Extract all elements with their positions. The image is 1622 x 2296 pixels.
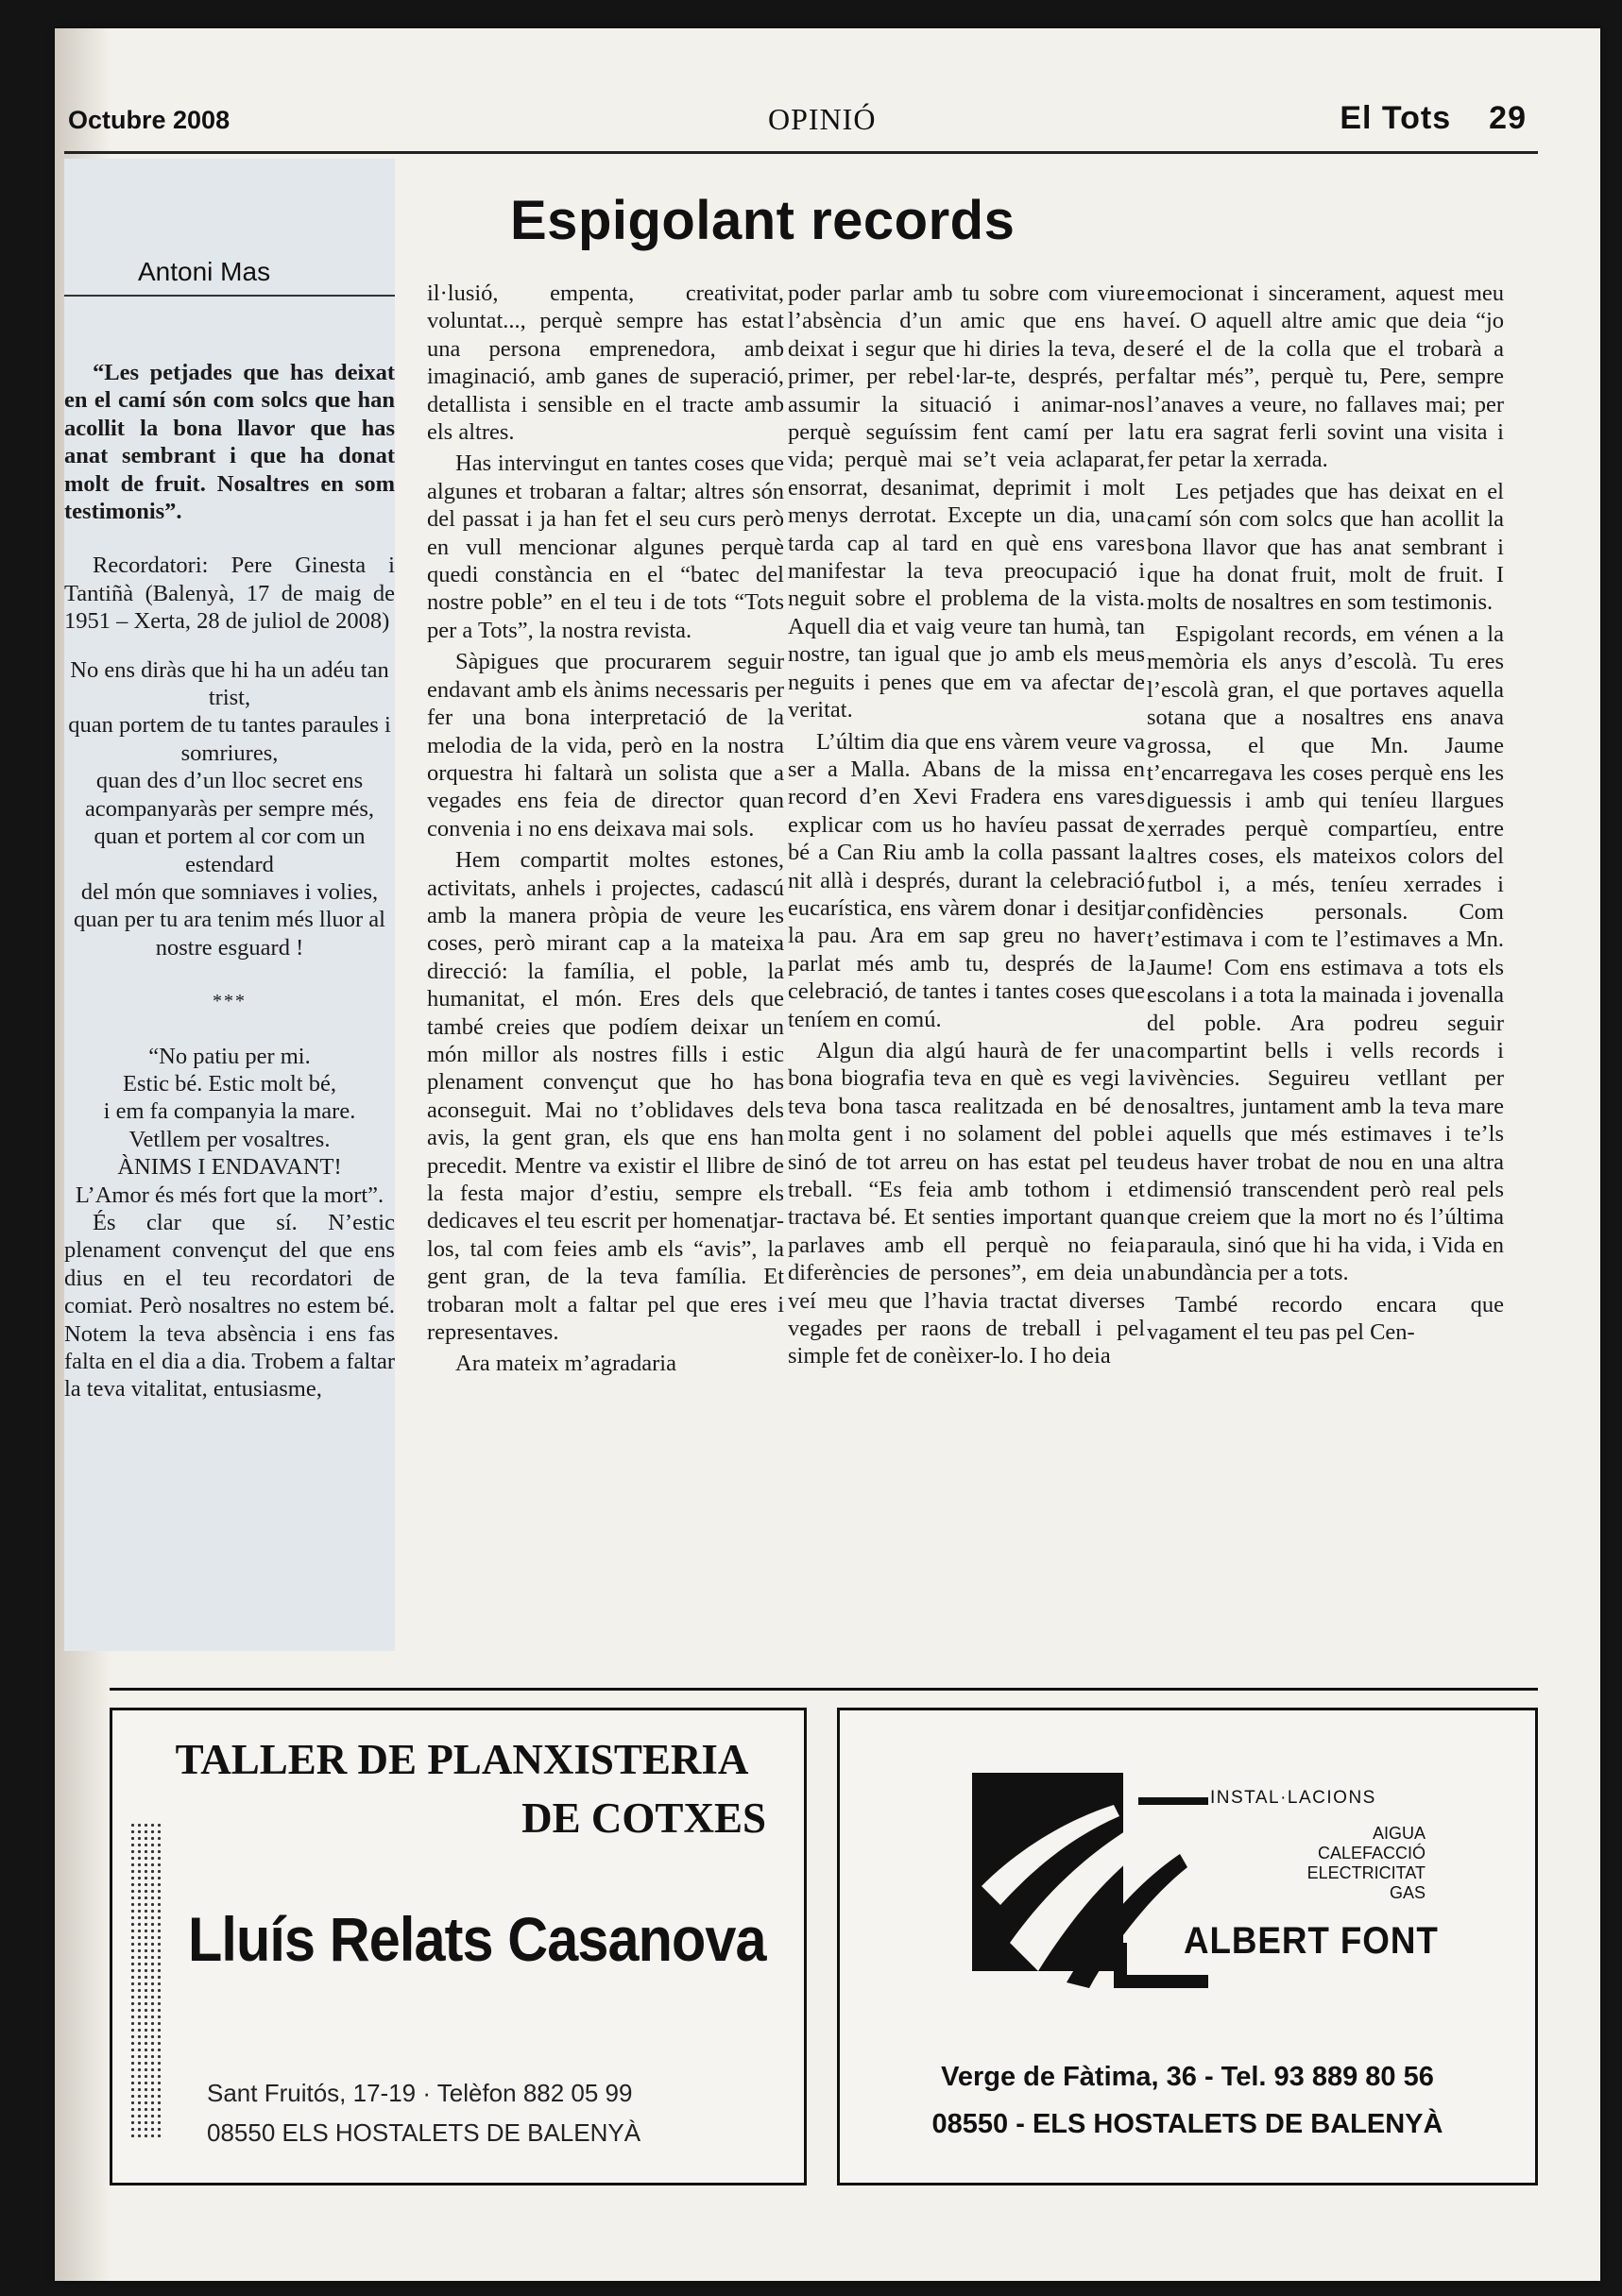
ad-services — [1255, 1824, 1426, 1903]
albert-font-logo-icon — [972, 1773, 1218, 2018]
ad-business-name: Lluís Relats Casanova — [188, 1904, 766, 1974]
publication-name — [1340, 100, 1527, 137]
paragraph: Hem compartit moltes estones, activitats, anhels i projectes, cadascú amb la manera pròpia de veure les coses, però mirant cap a la mateixa direcció: la família, el poble, la humanitat, el món. Eres dels que també creies que podíem deixar un món millor als nostres fills i estic plenament convençut que ho has aconseguit. Mai no t’oblidaves dels avis, la gent gran, els que ens han precedit. Mentre va existir el llibre de la festa major d’estiu, sempre els dedicaves el teu escrit per homenatjar-los, tal com feies amb els “avis”, la gent gran, de la teva família. Et trobaran molt a faltar pel que eres i representaves. — [427, 847, 784, 1346]
ad-town: 08550 - ELS HOSTALETS DE BALENYÀ — [931, 2109, 1443, 2139]
ad-brand-name: ALBERT FONT — [1184, 1920, 1439, 1962]
page-number: 29 — [1489, 100, 1527, 136]
article-title: Espigolant records — [510, 190, 1016, 251]
poem-line: Vetllem per vosaltres. — [128, 1126, 331, 1152]
poem-line: i em fa companyia la mare. — [103, 1098, 356, 1125]
poem-line: del món que somniaves i volies, — [80, 878, 379, 905]
service-item: GAS — [1389, 1883, 1426, 1902]
article-author: Antoni Mas — [64, 257, 395, 297]
lead-quote: “Les petjades que has deixat en el camí són com solcs que han acollit la bona llavor que has anat sembrant i que ha donat molt de fruit. Nosaltres en som testimonis”. — [64, 360, 395, 525]
service-item: AIGUA — [1372, 1824, 1426, 1843]
poem-2 — [64, 1043, 395, 1209]
paragraph: És clar que sí. N’estic plenament convençut del que ens dius en el teu recordatori de comiat. Però nosaltres no estem bé. Notem la teva absència i ens fas falta en el dia a dia. Trobem a faltar la teva vitalitat, entusiasme, — [64, 1209, 395, 1403]
poem-line: quan per tu ara tenim més lluor al nostre esguard ! — [74, 907, 385, 961]
publication-title: El Tots — [1340, 100, 1452, 136]
paragraph: Sàpigues que procurarem seguir endavant amb els ànims necessaris per fer una bona interpretació de la melodia de la vida, però en la nostra orquestra hi faltarà un solista que a vegades ens feia de director quan convenia i no ens deixava mai sols. — [427, 649, 784, 842]
ad-headline-1: TALLER DE PLANXISTERIA — [175, 1736, 749, 1783]
paragraph: Has intervingut en tantes coses que algunes et trobaran a faltar; altres són del passat i ja han fet el seu curs però en vull mencionar algunes perquè quedi constància en el “batec del nostre poble” en el teu i de tots “Tots per a Tots”, la nostra revista. — [427, 451, 784, 643]
ad-albert-font — [837, 1708, 1538, 2185]
ad-headline-2: DE COTXES — [521, 1794, 766, 1842]
issue-date: Octubre 2008 — [68, 106, 230, 134]
poem-1 — [64, 656, 395, 961]
poem-line: Estic bé. Estic molt bé, — [123, 1070, 336, 1097]
section-name: OPINIÓ — [768, 102, 877, 136]
ad-planxisteria — [110, 1708, 807, 2185]
paragraph: També recordo encara que vagament el teu pas pel Cen- — [1147, 1291, 1504, 1346]
ad-address: Verge de Fàtima, 36 - Tel. 93 889 80 56 — [941, 2062, 1434, 2092]
ads-divider — [110, 1688, 1538, 1691]
paragraph: L’últim dia que ens vàrem veure va ser a Malla. Abans de la missa en record d’en Xevi Fradera ens vares explicar com us ho havíeu passat de bé a Can Riu amb la colla passant la nit allà i després, durant la celebració eucarística, ens vàrem donar i desitjar la pau. Ara em sap greu no haver parlat més amb tu, després de la celebració, de tantes i tantes coses que teníem en comú. — [788, 728, 1145, 1032]
page-header — [64, 85, 1538, 154]
ad-instal-label: INSTAL·LACIONS — [1210, 1788, 1376, 1808]
paragraph: Espigolant records, em vénen a la memòria els anys d’escolà. Tu eres l’escolà gran, el que portaves aquella sotana que a nosaltres ens anava grossa, el que Mn. Jaume t’encarregava les coses perquè ens les diguessis i amb qui teníeu llargues xerrades perquè compartíeu, entre altres coses, els mateixos colors del futbol i, a més, teníeu xerrades i confidències personals. Com t’estimava i com te l’estimaves a Mn. Jaume! Com ens estimava a tots els escolans i a tota la mainada i jovenalla del poble. Ara podreu seguir compartint bells i vells records i vivències. Seguireu vetllant per nosaltres, juntament amb la teva mare i aquells que més estimaves i te’ls deus haver trobat de nou en una altra dimensió transcendent però real pels que creiem que la mort no és l’última paraula, sinó que hi ha vida, i Vida en abundància per a tots. — [1147, 621, 1504, 1286]
column-2 — [427, 280, 784, 1378]
service-item: ELECTRICITAT — [1306, 1863, 1426, 1882]
service-item: CALEFACCIÓ — [1317, 1844, 1426, 1862]
paragraph: Algun dia algú haurà de fer una bona biografia teva en què es vegi la teva bona tasca realitzada en bé de molta gent i no solament del poble sinó de tot arreu on has estat pel teu treball. “Es feia amb tothom i et tractava bé. Et senties important quan parlaves amb ell perquè no feia diferències de persones”, em deia un veí meu que l’havia tractat diverses vegades per raons de treball i pel simple fet de conèixer-lo. I ho deia — [788, 1037, 1145, 1369]
poem-line: quan et portem al cor com un estendard — [94, 824, 366, 877]
poem-line: quan portem de tu tantes paraules i somriures, — [68, 712, 391, 766]
paragraph: il·lusió, empenta, creativitat, voluntat..., perquè sempre has estat una persona emprenedora, amb imaginació, amb ganes de superació, detallista i sensible en el tracte amb els altres. — [427, 281, 784, 446]
poem-line: No ens diràs que hi ha un adéu tan trist, — [70, 656, 389, 711]
dot-pattern — [129, 1822, 162, 2137]
column-3 — [788, 280, 1145, 1370]
separator: *** — [213, 991, 247, 1012]
paragraph: Ara mateix m’agradaria — [455, 1351, 676, 1377]
memorial-note: Recordatori: Pere Ginesta i Tantiñà (Balenyà, 17 de maig de 1951 – Xerta, 28 de juliol de 2008) — [64, 553, 395, 635]
ad-town: 08550 ELS HOSTALETS DE BALENYÀ — [207, 2118, 641, 2147]
column-4 — [1147, 280, 1504, 1346]
poem-line: L’Amor és més fort que la mort”. — [75, 1182, 384, 1208]
poem-line: ÀNIMS I ENDAVANT! — [117, 1154, 342, 1181]
paragraph: Les petjades que has deixat en el camí són com solcs que han acollit la bona llavor que has anat sembrant i que ha donat fruit, molt de fruit. I molts de nosaltres en som testimonis. — [1147, 478, 1504, 616]
poem-line: “No patiu per mi. — [148, 1043, 311, 1069]
paragraph: poder parlar amb tu sobre com viure l’absència d’un amic que ens ha deixat i segur que hi diries la teva, de primer, per rebel·lar-te, després, per assumir la situació i animar-nos perquè seguíssim fent camí per la vida; perquè mai se’t veia aclaparat, ensorrat, desanimat, deprimit i molt menys derrotat. Excepte un dia, una tarda cap al tard en què ens vares manifestar la teva preocupació i neguit sobre el problema de la vista. Aquell dia et vaig veure tan humà, tan nostre, tan igual que jo amb els meus neguits i penes que em va afectar de veritat. — [788, 281, 1145, 723]
ad-address: Sant Fruitós, 17-19 · Telèfon 882 05 99 — [207, 2079, 633, 2107]
poem-line: quan des d’un lloc secret ens acompanyaràs per sempre més, — [84, 768, 375, 822]
column-1 — [64, 359, 395, 1403]
paragraph: emocionat i sincerament, aquest meu veí. O aquell altre amic que deia “jo seré el de la colla que el trobarà a faltar més”, perquè tu, Pere, sempre l’anaves a veure, no fallaves mai; per tu era sagrat ferli sovint una visita i fer petar la xerrada. — [1147, 281, 1504, 473]
